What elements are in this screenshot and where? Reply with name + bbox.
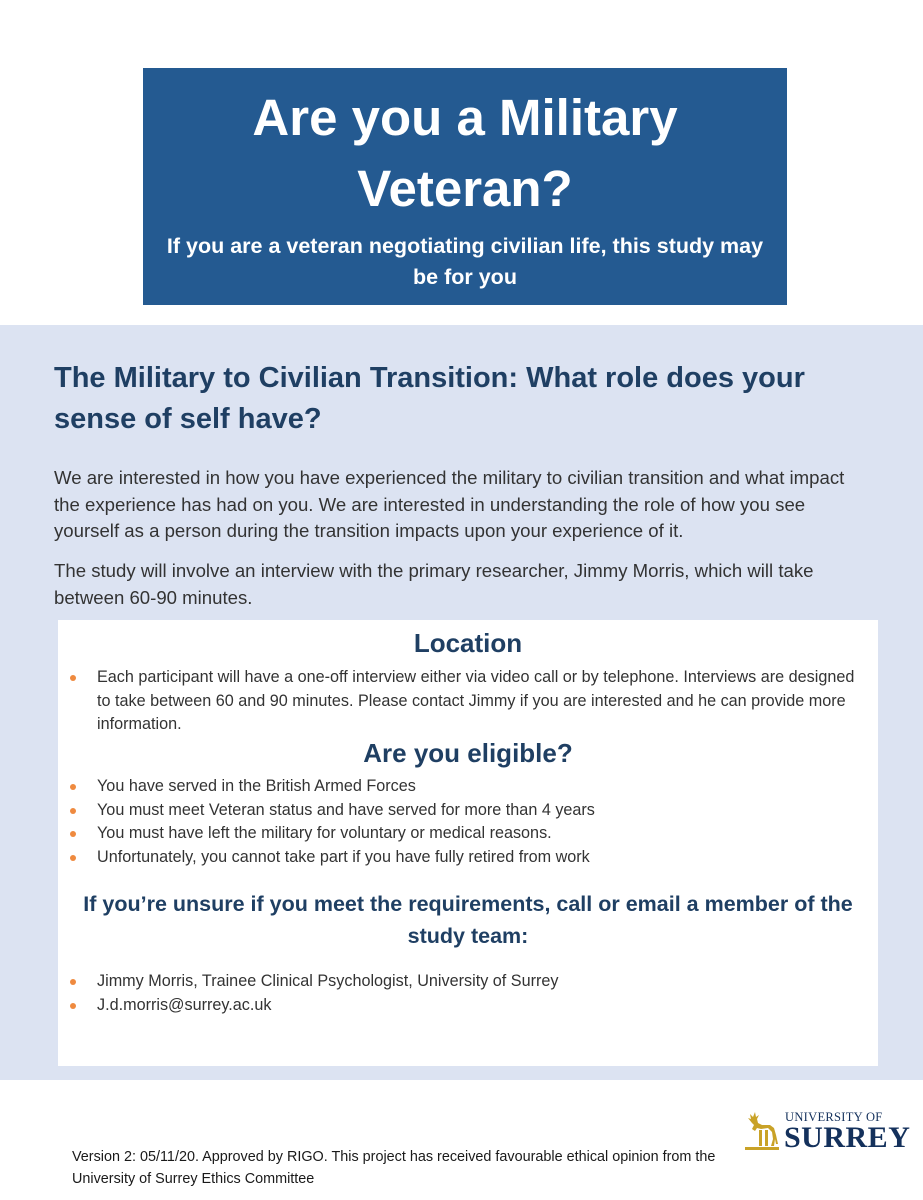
footer-note: Version 2: 05/11/20. Approved by RIGO. This project has received favourable ethical opinion from the University of Surrey Ethics Committee — [72, 1149, 716, 1187]
bullet-icon — [70, 855, 76, 861]
hero-subtitle: If you are a veteran negotiating civilian life, this study may be for you — [166, 234, 764, 289]
study-title: The Military to Civilian Transition: What role does your sense of self have? — [54, 362, 805, 435]
bullet-icon — [70, 784, 76, 790]
list-item-text: Each participant will have a one-off interview either via video call or by telephone. Interviews are designed to take between 60 and 90 minutes. Please contact Jimmy if you are interested and he can provide more information. — [97, 668, 855, 733]
list-item — [58, 666, 858, 737]
location-list — [58, 666, 858, 737]
hero-banner — [143, 68, 787, 305]
location-heading: Location — [413, 628, 523, 658]
bullet-icon — [70, 675, 76, 681]
list-item-text: You must meet Veteran status and have served for more than 4 years — [97, 800, 595, 819]
list-item-text: Jimmy Morris, Trainee Clinical Psychologist, University of Surrey — [97, 972, 559, 990]
contact-heading: If you’re unsure if you meet the requirements, call or email a member of the study team: — [83, 892, 853, 948]
email-link[interactable]: J.d.morris@surrey.ac.uk — [97, 995, 272, 1014]
bullet-icon — [70, 1003, 76, 1009]
interview-paragraph: The study will involve an interview with the primary researcher, Jimmy Morris, which will take between 60-90 minutes. — [54, 560, 814, 608]
intro-paragraph: We are interested in how you have experienced the military to civilian transition and what impact the experience has had on you. We are interested in understanding the role of how you see yourself as a person during the transition impacts upon your experience of it. — [54, 467, 845, 541]
contact-list — [58, 970, 858, 1017]
contact-name — [58, 970, 858, 994]
list-item-text: You must have left the military for voluntary or medical reasons. — [97, 824, 552, 842]
list-item-text: You have served in the British Armed Forces — [97, 777, 416, 795]
bullet-icon — [70, 808, 76, 814]
list-item — [58, 846, 858, 870]
list-item-text: Unfortunately, you cannot take part if you have fully retired from work — [97, 847, 590, 866]
logo-line2: SURREY — [784, 1121, 911, 1154]
list-item — [58, 775, 858, 799]
bullet-icon — [70, 979, 76, 985]
hero-title: Are you a Military Veteran? — [252, 89, 678, 217]
contact-email[interactable] — [58, 994, 858, 1018]
eligibility-heading: Are you eligible? — [363, 738, 573, 768]
stag-icon — [741, 1108, 781, 1154]
bullet-icon — [70, 831, 76, 837]
logo-line1: UNIVERSITY OF — [785, 1110, 883, 1124]
university-logo — [741, 1108, 911, 1158]
list-item — [58, 822, 858, 846]
eligibility-list — [58, 775, 858, 869]
list-item — [58, 799, 858, 823]
